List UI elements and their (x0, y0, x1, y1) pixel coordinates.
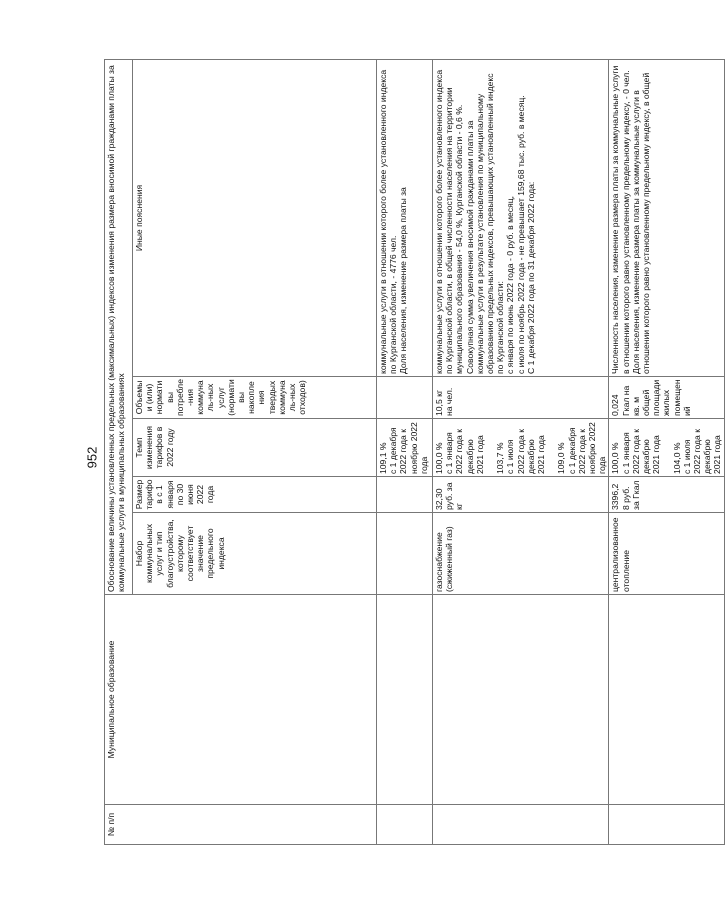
cell-municipality (377, 595, 433, 805)
cell-volume (377, 377, 433, 419)
cell-municipality (433, 595, 609, 805)
cell-volume: 0,024 Гкал на кв. м общей площади жилых помещений (609, 377, 724, 419)
cell-num (609, 805, 724, 845)
cell-tariff: 3396,28 руб. за Гкал (609, 477, 724, 513)
page-number: 952 (84, 446, 100, 469)
header-tariff: Размер тарифов с 1 января по 30 июня 2022 года (133, 477, 377, 513)
header-other: Иные пояснения (133, 59, 377, 376)
cell-service (377, 513, 433, 595)
header-service: Набор коммунальных услуг и тип благоустройства, которому соответствует значение предельного индекса (133, 513, 377, 595)
header-group: Обоснование величины установленных предельных (максимальных) индексов изменения размера вносимой гражданами платы за коммунальные услуги в муниципальных образованиях (105, 59, 133, 594)
cell-other: коммунальные услуги в отношении которого более установленного индекса по Курганской области, в общей численности населения на территории муниципального образования - 54,0 %, Курганской области - 0,6 %. Совокупная сумма увеличения вносимой гражданами платы за коммунальные услуги в результате установления по муниципальному образованию предельных индексов, превышающих установленный индекс по Курганской области: с января по июнь 2022 года - 0 руб. в месяц, с июля по ноябрь 2022 года - не превышает 159,68 тыс. руб. в месяц. С 1 декабря 2022 года по 31 декабря 2022 года: (433, 59, 609, 376)
table-row (609, 59, 724, 844)
cell-rate: 109,1 % с 1 декабря 2022 года к ноябрю 2022 года (377, 419, 433, 477)
cell-rate: 100,0 % с 1 января 2022 года к декабрю 2021 года 103,7 % с 1 июля 2022 года к декабрю 2021 года 109,0 % с 1 декабря 2022 года к ноябрю 2022 года (433, 419, 609, 477)
cell-num (377, 805, 433, 845)
cell-tariff: 32,30 руб. за кг (433, 477, 609, 513)
cell-volume: 10,5 кг на чел. (433, 377, 609, 419)
header-volume: Объемы и (или) нормативы потребле-ния коммуналь-ных услуг (нормативы накопления твердых коммуналь-ных отходов) (133, 377, 377, 419)
header-municipality: Муниципальное образование (105, 595, 377, 805)
justification-table (104, 59, 725, 845)
cell-other: коммунальные услуги в отношении которого более установленного индекса по Курганской области, - 4776 чел. Доля населения, изменение размера платы за (377, 59, 433, 376)
table-row (433, 59, 609, 844)
cell-tariff (377, 477, 433, 513)
header-rate: Темп изменения тарифов в 2022 году (133, 419, 377, 477)
cell-municipality (609, 595, 724, 805)
cell-other: Численность населения, изменение размера платы за коммунальные услуги в отношении которого равно установленному предельному индексу, - 0 чел. Доля населения, изменение размера платы за коммунальные услуги в отношении которого равно установленному предельному индексу, в общей (609, 59, 724, 376)
table-row (377, 59, 433, 844)
table-region (104, 60, 723, 845)
header-num: № п/п (105, 805, 377, 845)
cell-rate: 100,0 % с 1 января 2022 года к декабрю 2021 года 104,0 % с 1 июля 2022 года к декабрю 2021 года (609, 419, 724, 477)
cell-service: централизованное отопление (609, 513, 724, 595)
cell-service: газоснабжение (сжиженный газ) (433, 513, 609, 595)
cell-num (433, 805, 609, 845)
